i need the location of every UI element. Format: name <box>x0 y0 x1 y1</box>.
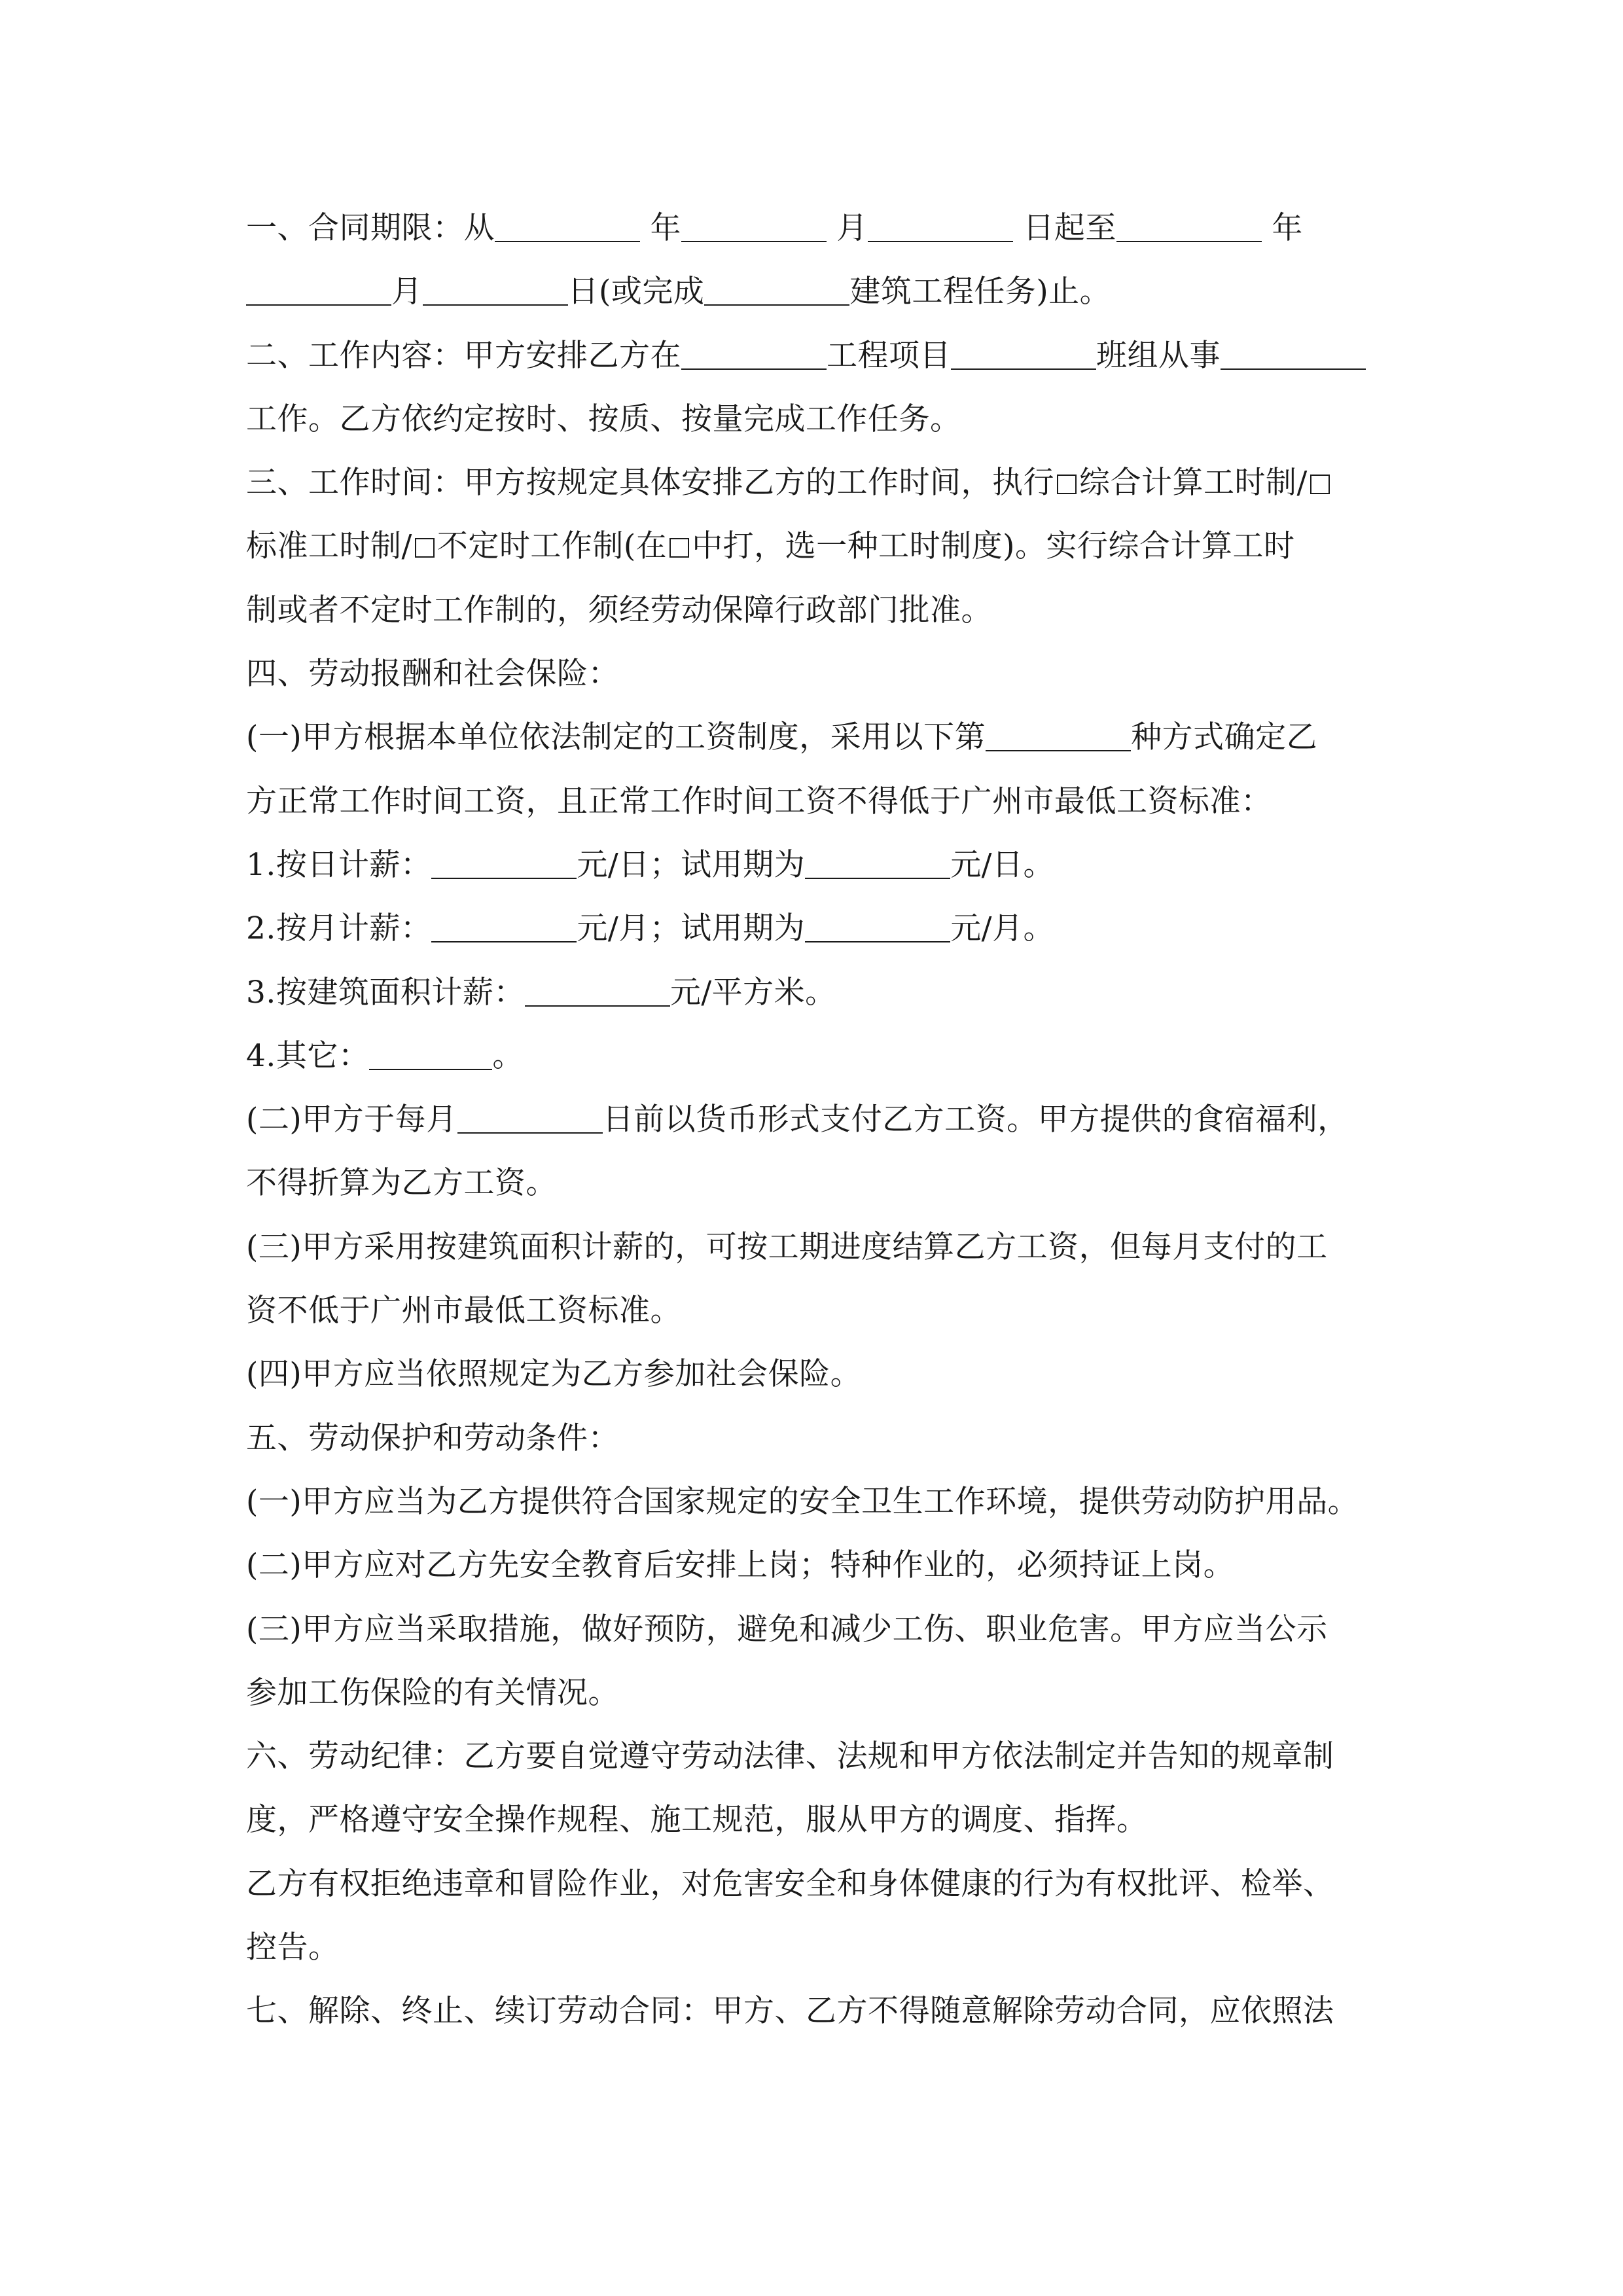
text-month: 月 <box>836 210 868 246</box>
text-flexible-hours: 不定时工作制(在 <box>437 528 668 565</box>
text-year: 年 <box>1272 210 1303 246</box>
text-line <box>246 833 1378 897</box>
text-standard-hours: 标准工时制/ <box>246 528 412 565</box>
text-day-until: 日起至 <box>1023 210 1116 246</box>
contract-body <box>246 196 1378 2043</box>
paragraph-text: 日前以货币形式支付乙方工资。甲方提供的食宿福利， <box>602 1102 1349 1138</box>
text-line <box>246 514 1378 578</box>
clause-2-work-content: 二、工作内容：甲方安排乙方在 <box>246 337 681 374</box>
text-line <box>246 1279 1378 1342</box>
paragraph-text: 元/月；试用期为 <box>577 910 806 947</box>
clause-3-work-time: 三、工作时间：甲方按规定具体安排乙方的工作时间，执行 <box>246 465 1054 501</box>
blank-end-month[interactable] <box>246 304 391 306</box>
text-line <box>246 1088 1378 1151</box>
text-line <box>246 451 1378 514</box>
blank-daily-wage[interactable] <box>431 877 577 879</box>
text-line <box>246 1852 1378 1916</box>
blank-other-pay[interactable] <box>369 1068 492 1070</box>
paragraph-text: 不得折算为乙方工资。 <box>246 1165 557 1202</box>
text-line <box>246 1342 1378 1406</box>
paragraph-text: (四)甲方应当依照规定为乙方参加社会保险。 <box>246 1356 862 1393</box>
clause-1-term: 一、合同期限：从 <box>246 210 495 246</box>
paragraph-text: (三)甲方应当采取措施，做好预防，避免和减少工伤、职业危害。甲方应当公示 <box>246 1611 1328 1647</box>
text-line <box>246 387 1378 451</box>
paragraph-text: (二)甲方应对乙方先安全教育后安排上岗；特种作业的，必须持证上岗。 <box>246 1547 1235 1584</box>
blank-project-task[interactable] <box>704 304 849 306</box>
text-choose-one: 中打，选一种工时制度)。实行综合计算工时 <box>692 528 1295 565</box>
text-line <box>246 1534 1378 1597</box>
text-line <box>246 1470 1378 1534</box>
paragraph-text: 工作。乙方依约定按时、按质、按量完成工作任务。 <box>246 401 961 437</box>
paragraph-text: 控告。 <box>246 1929 340 1966</box>
clause-5-labor-protection: 五、劳动保护和劳动条件： <box>246 1420 619 1456</box>
text-task-end: 建筑工程任务)止。 <box>849 274 1111 310</box>
blank-team[interactable] <box>951 368 1096 370</box>
text-year: 年 <box>650 210 681 246</box>
pay-option-monthly: 2.按月计薪： <box>246 910 432 947</box>
text-line <box>246 1215 1378 1279</box>
text-line <box>246 196 1378 260</box>
pay-option-area: 3.按建筑面积计薪： <box>246 974 525 1011</box>
text-line <box>246 706 1378 769</box>
blank-work-type[interactable] <box>1221 368 1366 370</box>
blank-project-name[interactable] <box>681 368 827 370</box>
text-line <box>246 1916 1378 1979</box>
paragraph-text: 元/月。 <box>950 910 1055 947</box>
blank-monthly-probation-wage[interactable] <box>805 941 950 942</box>
pay-option-other: 4.其它： <box>246 1037 370 1074</box>
paragraph-text: 元/平方米。 <box>669 974 836 1011</box>
blank-start-day[interactable] <box>868 240 1013 242</box>
paragraph-text: 方正常工作时间工资，且正常工作时间工资不得低于广州市最低工资标准： <box>246 783 1272 819</box>
checkbox-comprehensive-hours[interactable] <box>1057 475 1077 494</box>
text-line <box>246 1151 1378 1215</box>
blank-area-rate[interactable] <box>525 1005 670 1007</box>
paragraph-text: (二)甲方于每月 <box>246 1102 457 1138</box>
paragraph-text: (一)甲方根据本单位依法制定的工资制度，采用以下第 <box>246 719 986 756</box>
text-line <box>246 642 1378 706</box>
checkbox-standard-hours[interactable] <box>1310 475 1330 494</box>
blank-pay-method[interactable] <box>986 749 1131 751</box>
paragraph-text: 种方式确定乙 <box>1131 719 1318 756</box>
paragraph-text: 参加工伤保险的有关情况。 <box>246 1674 619 1711</box>
text-line <box>246 1788 1378 1852</box>
clause-7-termination: 七、解除、终止、续订劳动合同：甲方、乙方不得随意解除劳动合同，应依照法 <box>246 1993 1334 2030</box>
paragraph-text: 度，严格遵守安全操作规程、施工规范，服从甲方的调度、指挥。 <box>246 1802 1148 1839</box>
pay-option-daily: 1.按日计薪： <box>246 846 432 883</box>
paragraph-text: 。 <box>492 1037 524 1074</box>
text-team-engage: 班组从事 <box>1096 337 1221 374</box>
paragraph-text: 制或者不定时工作制的，须经劳动保障行政部门批准。 <box>246 592 992 628</box>
blank-daily-probation-wage[interactable] <box>805 877 950 879</box>
text-line <box>246 324 1378 387</box>
blank-end-day[interactable] <box>423 304 568 306</box>
clause-4-pay-insurance: 四、劳动报酬和社会保险： <box>246 656 619 692</box>
text-line <box>246 1407 1378 1470</box>
paragraph-text: 乙方有权拒绝违章和冒险作业，对危害安全和身体健康的行为有权批评、检举、 <box>246 1865 1334 1902</box>
blank-end-year[interactable] <box>1116 240 1262 242</box>
checkbox-flexible-hours[interactable] <box>415 538 435 558</box>
paragraph-text: (一)甲方应当为乙方提供符合国家规定的安全卫生工作环境，提供劳动防护用品。 <box>246 1483 1359 1520</box>
text-line <box>246 1725 1378 1788</box>
paragraph-text: (三)甲方采用按建筑面积计薪的，可按工期进度结算乙方工资，但每月支付的工 <box>246 1229 1328 1265</box>
text-line <box>246 1598 1378 1661</box>
text-line <box>246 260 1378 323</box>
blank-start-month[interactable] <box>681 240 827 242</box>
text-day-or-complete: 日(或完成 <box>567 274 705 310</box>
text-line <box>246 1661 1378 1725</box>
text-line <box>246 1979 1378 2043</box>
blank-pay-day[interactable] <box>457 1132 603 1134</box>
text-month: 月 <box>391 274 423 310</box>
text-line <box>246 770 1378 833</box>
paragraph-text: 资不低于广州市最低工资标准。 <box>246 1293 681 1329</box>
text-line <box>246 579 1378 642</box>
paragraph-text: 元/日。 <box>950 846 1055 883</box>
blank-start-year[interactable] <box>495 240 640 242</box>
blank-monthly-wage[interactable] <box>431 941 577 942</box>
checkbox-legend-icon <box>669 538 689 558</box>
text-line <box>246 1024 1378 1088</box>
text-comprehensive-hours: 综合计算工时制/ <box>1079 465 1308 501</box>
paragraph-text: 元/日；试用期为 <box>577 846 806 883</box>
text-line <box>246 897 1378 960</box>
text-line <box>246 961 1378 1024</box>
clause-6-discipline: 六、劳动纪律：乙方要自觉遵守劳动法律、法规和甲方依法制定并告知的规章制 <box>246 1738 1334 1775</box>
text-project: 工程项目 <box>827 337 951 374</box>
